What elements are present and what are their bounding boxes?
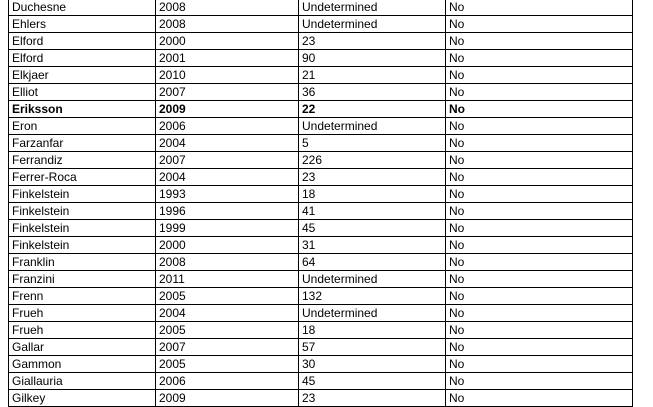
cell-year: 2011 [156,271,299,288]
cell-year: 2007 [156,152,299,169]
cell-name: Ferrer-Roca [9,169,156,186]
cell-flag: No [446,237,633,254]
cell-name: Eriksson [9,101,156,118]
cell-name: Finkelstein [9,220,156,237]
table-row [9,186,633,203]
table-body [9,0,633,407]
table-row [9,118,633,135]
cell-flag: No [446,390,633,407]
cell-name: Gammon [9,356,156,373]
cell-flag: No [446,152,633,169]
table-row [9,271,633,288]
cell-value: 21 [299,67,446,84]
cell-name: Elliot [9,84,156,101]
cell-value: 18 [299,186,446,203]
cell-year: 1993 [156,186,299,203]
cell-name: Frueh [9,322,156,339]
cell-flag: No [446,101,633,118]
cell-year: 2004 [156,305,299,322]
cell-name: Gallar [9,339,156,356]
cell-flag: No [446,339,633,356]
cell-name: Duchesne [9,0,156,16]
table-row [9,101,633,118]
cell-year: 2007 [156,84,299,101]
cell-year: 2010 [156,67,299,84]
cell-flag: No [446,203,633,220]
cell-name: Franzini [9,271,156,288]
cell-value: 36 [299,84,446,101]
cell-flag: No [446,288,633,305]
cell-value: 90 [299,50,446,67]
table-row [9,135,633,152]
cell-year: 2006 [156,373,299,390]
cell-value: 226 [299,152,446,169]
table-row [9,305,633,322]
table-row [9,16,633,33]
cell-year: 2008 [156,254,299,271]
cell-name: Finkelstein [9,237,156,254]
table-row [9,373,633,390]
table-row [9,220,633,237]
cell-flag: No [446,356,633,373]
data-table [8,0,633,407]
cell-name: Farzanfar [9,135,156,152]
cell-value: Undetermined [299,271,446,288]
cell-flag: No [446,220,633,237]
cell-flag: No [446,254,633,271]
cell-flag: No [446,135,633,152]
cell-year: 1999 [156,220,299,237]
cell-value: Undetermined [299,305,446,322]
cell-value: 132 [299,288,446,305]
cell-flag: No [446,322,633,339]
cell-year: 2001 [156,50,299,67]
cell-year: 1996 [156,203,299,220]
cell-name: Ehlers [9,16,156,33]
cell-year: 2009 [156,101,299,118]
table-row [9,67,633,84]
cell-flag: No [446,0,633,16]
cell-flag: No [446,33,633,50]
cell-value: 22 [299,101,446,118]
data-sheet [8,0,633,407]
table-row [9,33,633,50]
cell-value: Undetermined [299,118,446,135]
cell-flag: No [446,373,633,390]
cell-name: Elkjaer [9,67,156,84]
cell-year: 2000 [156,237,299,254]
cell-flag: No [446,305,633,322]
cell-value: 23 [299,390,446,407]
cell-value: 18 [299,322,446,339]
table-row [9,288,633,305]
cell-flag: No [446,271,633,288]
cell-value: Undetermined [299,0,446,16]
cell-value: 31 [299,237,446,254]
cell-value: 45 [299,373,446,390]
cell-name: Franklin [9,254,156,271]
cell-year: 2000 [156,33,299,50]
table-row [9,0,633,16]
cell-value: 41 [299,203,446,220]
cell-flag: No [446,50,633,67]
table-row [9,390,633,407]
cell-year: 2007 [156,339,299,356]
cell-flag: No [446,16,633,33]
cell-name: Gilkey [9,390,156,407]
table-row [9,339,633,356]
cell-flag: No [446,186,633,203]
cell-name: Giallauria [9,373,156,390]
table-row [9,203,633,220]
cell-year: 2005 [156,356,299,373]
cell-flag: No [446,84,633,101]
cell-value: 30 [299,356,446,373]
cell-value: 23 [299,169,446,186]
table-row [9,254,633,271]
cell-year: 2008 [156,0,299,16]
cell-year: 2006 [156,118,299,135]
table-row [9,169,633,186]
cell-value: 23 [299,33,446,50]
cell-year: 2004 [156,135,299,152]
cell-flag: No [446,67,633,84]
cell-name: Ferrandiz [9,152,156,169]
table-row [9,322,633,339]
table-row [9,50,633,67]
cell-name: Eron [9,118,156,135]
table-row [9,356,633,373]
cell-value: 57 [299,339,446,356]
cell-year: 2004 [156,169,299,186]
cell-year: 2005 [156,288,299,305]
cell-value: 64 [299,254,446,271]
cell-name: Finkelstein [9,203,156,220]
cell-year: 2009 [156,390,299,407]
cell-year: 2008 [156,16,299,33]
table-row [9,152,633,169]
cell-name: Frenn [9,288,156,305]
cell-flag: No [446,169,633,186]
table-row [9,84,633,101]
cell-year: 2005 [156,322,299,339]
cell-value: Undetermined [299,16,446,33]
table-row [9,237,633,254]
cell-name: Frueh [9,305,156,322]
cell-name: Elford [9,33,156,50]
cell-value: 5 [299,135,446,152]
cell-flag: No [446,118,633,135]
cell-name: Elford [9,50,156,67]
cell-name: Finkelstein [9,186,156,203]
cell-value: 45 [299,220,446,237]
